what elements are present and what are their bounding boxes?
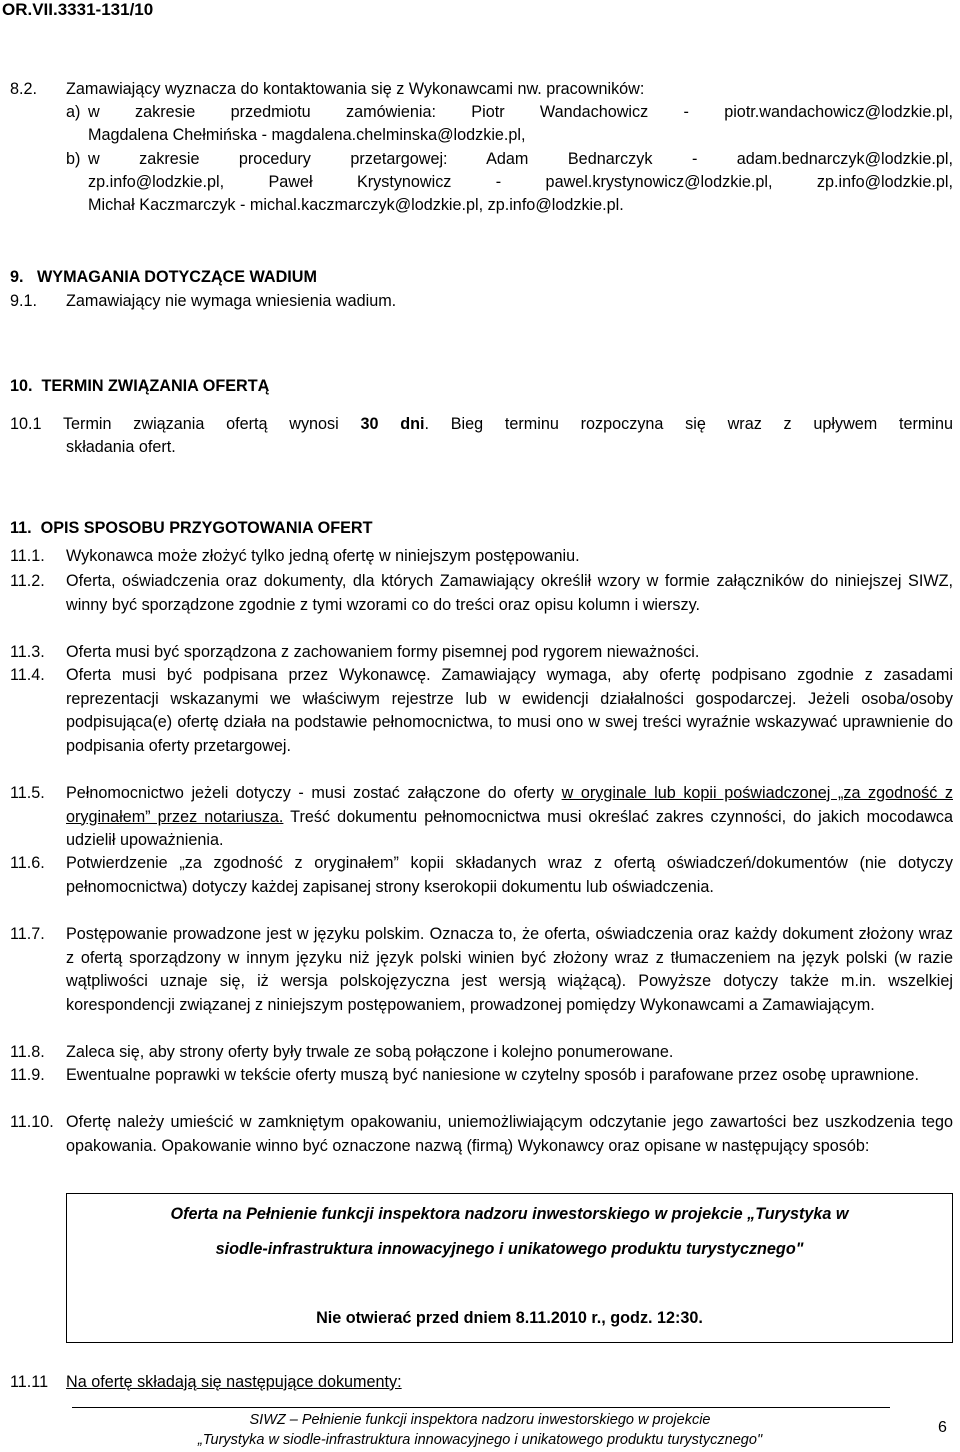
offer-label-deadline: Nie otwierać przed dniem 8.11.2010 r., godz. 12:30. [316, 1309, 703, 1327]
paragraph: Michał Kaczmarczyk - michal.kaczmarczyk@lodzkie.pl, zp.info@lodzkie.pl. [88, 196, 624, 214]
document-reference: OR.VII.3331-131/10 [2, 0, 154, 19]
section-heading: 9. WYMAGANIA DOTYCZĄCE WADIUM [10, 268, 317, 286]
item-number: 11.4. [10, 666, 45, 684]
item-number: 11.7. [10, 925, 45, 943]
footer-line: „Turystyka w siodle-infrastruktura innowacyjnego i unikatowego produktu turystycznego" [197, 1432, 763, 1448]
item-number: 11.2. [10, 572, 45, 590]
item-number: 11.5. [10, 784, 45, 802]
section-heading: 11. OPIS SPOSOBU PRZYGOTOWANIA OFERT [10, 519, 373, 537]
item-number: 8.2. [10, 80, 38, 98]
paragraph: Oferta musi być sporządzona z zachowaniem formy pisemnej pod rygorem nieważności. [66, 643, 700, 661]
paragraph: Ewentualne poprawki w tekście oferty muszą być naniesione w czytelny sposób i parafowane przez osobę uprawnione. [66, 1066, 920, 1084]
page-number: 6 [938, 1419, 947, 1436]
paragraph: w zakresie procedury przetargowej: Adam Bednarczyk - adam.bednarczyk@lodzkie.pl, [88, 150, 953, 168]
paragraph: 10.1 Termin związania ofertą wynosi 30 dni. Bieg terminu rozpoczyna się wraz z upływem terminu [10, 415, 953, 433]
paragraph: Postępowanie prowadzone jest w języku polskim. Oznacza to, że oferta, oświadczenia oraz każdy dokument złożony wraz z ofertą sporządzony w innym języku niż język polski winien być złożony wraz z tłumaczeniem na język polski (w razie wątpliwości uznaje się, iż wersja polskojęzyczna jest wersją wiążącą). Powyższe dotyczy także m.in. wszelkiej korespondencji związanej z niniejszym postępowaniem, prowadzonej pomiędzy Wykonawcami a Zamawiającym. [66, 925, 953, 1014]
paragraph: Oferta, oświadczenia oraz dokumenty, dla których Zamawiający określił wzory w formie załączników do niniejszej SIWZ, winny być sporządzone zgodnie z tymi wzorami co do treści oraz opisu kolumn i wierszy. [66, 572, 953, 614]
footer-rule [72, 1407, 890, 1408]
list-label: b) [66, 150, 81, 168]
paragraph: Zaleca się, aby strony oferty były trwale ze sobą połączone i kolejno ponumerowane. [66, 1043, 674, 1061]
item-number: 11.6. [10, 854, 45, 872]
section-heading: 10. TERMIN ZWIĄZANIA OFERTĄ [10, 377, 270, 395]
item-number: 11.1. [10, 547, 45, 565]
paragraph: Potwierdzenie „za zgodność z oryginałem” kopii składanych wraz z ofertą oświadczeń/dokumentów (nie dotyczy pełnomocnictwa) dotyczy każdej zapisanej strony kserokopii dokumentu lub oświadczenia. [66, 854, 953, 896]
paragraph: Oferta musi być podpisana przez Wykonawcę. Zamawiający wymaga, aby ofertę podpisano zgodnie z zasadami reprezentacji wskazanymi we właściwym rejestrze lub w ewidencji działalności gospodarczej. Jeżeli osoba/osoby podpisująca(e) ofertę działa na podstawie pełnomocnictwa, to musi ono w swej treści wyraźnie wskazywać uprawnienie do podpisania oferty przetargowej. [66, 666, 953, 755]
item-number: 9.1. [10, 292, 38, 310]
footer-line: SIWZ – Pełnienie funkcji inspektora nadzoru inwestorskiego w projekcie [249, 1412, 711, 1428]
item-number: 11.8. [10, 1043, 45, 1061]
offer-label-box [66, 1193, 953, 1343]
paragraph: Zamawiający wyznacza do kontaktowania się z Wykonawcami nw. pracowników: [66, 80, 645, 98]
paragraph: Pełnomocnictwo jeżeli dotyczy - musi zostać załączone do oferty w oryginale lub kopii poświadczonej „za zgodność z oryginałem” przez notariusza. Treść dokumentu pełnomocnictwa musi określać zakres czynności, do jakich mocodawca udzielił upoważnienia. [66, 784, 954, 849]
item-number: 11.9. [10, 1066, 45, 1084]
offer-label-line: Oferta na Pełnienie funkcji inspektora nadzoru inwestorskiego w projekcie „Turystyka w [170, 1205, 849, 1223]
paragraph: Ofertę należy umieścić w zamkniętym opakowaniu, uniemożliwiającym odczytanie jego zawartości bez uszkodzenia tego opakowania. Opakowanie winno być oznaczone nazwą (firmą) Wykonawcy oraz opisane w następujący sposób: [66, 1113, 953, 1155]
paragraph: składania ofert. [66, 438, 176, 456]
paragraph: Na ofertę składają się następujące dokumenty: [66, 1373, 402, 1391]
paragraph: Zamawiający nie wymaga wniesienia wadium. [66, 292, 397, 310]
paragraph: Wykonawca może złożyć tylko jedną ofertę w niniejszym postępowaniu. [66, 547, 580, 565]
offer-label-line: siodle-infrastruktura innowacyjnego i unikatowego produktu turystycznego" [215, 1240, 804, 1258]
item-number: 11.3. [10, 643, 45, 661]
item-number: 11.11 [10, 1373, 49, 1391]
paragraph: Magdalena Chełmińska - magdalena.chelminska@lodzkie.pl, [88, 126, 526, 144]
paragraph: zp.info@lodzkie.pl, Paweł Krystynowicz - pawel.krystynowicz@lodzkie.pl, zp.info@lodzkie.pl, [88, 173, 953, 191]
paragraph: w zakresie przedmiotu zamówienia: Piotr Wandachowicz - piotr.wandachowicz@lodzkie.pl, [88, 103, 953, 121]
item-number: 11.10. [10, 1113, 54, 1131]
list-label: a) [66, 103, 81, 121]
